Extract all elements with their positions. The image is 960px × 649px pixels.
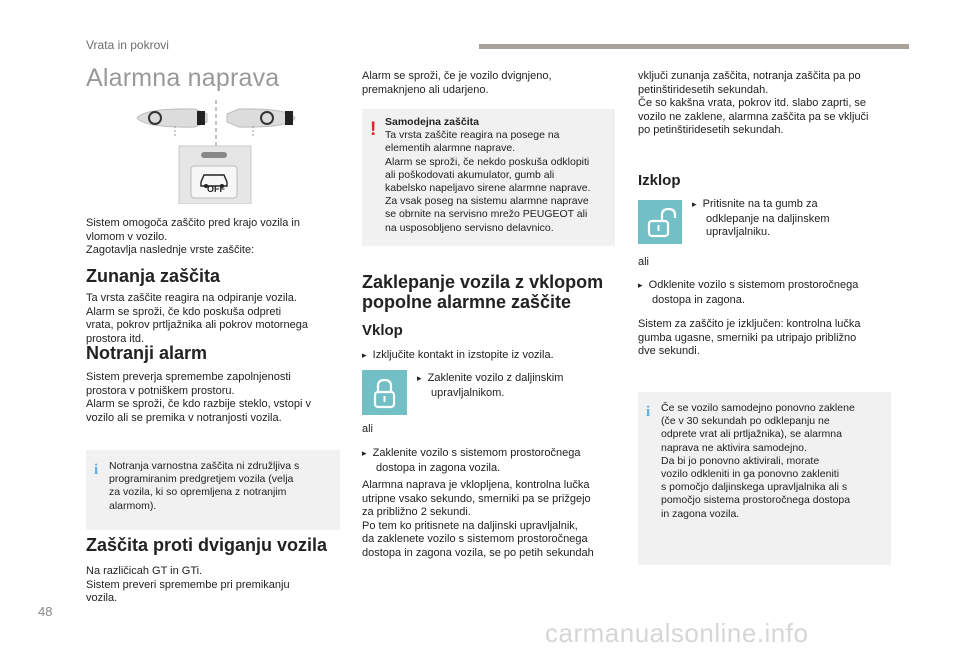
- off-button-label: OFF: [207, 184, 225, 194]
- heading-zunanja: Zunanja zaščita: [86, 266, 221, 286]
- vklop-step-2: ▸ Zaklenite vozilo z daljinskim upravljalnikom.: [417, 372, 564, 399]
- padlock-unlocked-icon: [638, 200, 682, 244]
- dviganje-text: Na različicah GT in GTi. Sistem preveri spremembe pri premikanju vozila.: [86, 565, 290, 605]
- bullet-icon: ▸: [362, 449, 367, 459]
- zunanja-text: Ta vrsta zaščite reagira na odpiranje vozila. Alarm se sproži, če kdo poskuša odpreti vrata, pokrov prtljažnika ali pokrov motornega prostora itd.: [86, 292, 308, 345]
- info-icon: i: [94, 462, 99, 478]
- warning-icon: !: [370, 119, 377, 140]
- ali-label: ali: [638, 256, 650, 268]
- page-title: Alarmna naprava: [86, 64, 280, 92]
- heading-izklop: Izklop: [638, 172, 681, 189]
- vklop-step-1: ▸ Izključite kontakt in izstopite iz vozila.: [362, 349, 554, 361]
- heading-notranji: Notranji alarm: [86, 343, 208, 363]
- izklop-paragraph: Sistem za zaščito je izključen: kontrolna lučka gumba ugasne, smerniki pa utripajo približno dve sekundi.: [638, 318, 861, 358]
- ali-label: ali: [362, 423, 374, 435]
- bullet-icon: ▸: [417, 374, 422, 384]
- heading-vklop: Vklop: [362, 322, 403, 339]
- info-box-zaklene: i Če se vozilo samodejno ponovno zaklene (če v 30 sekundah po odklepanju ne odprete vrat ali prtljažnika), se alarmna naprava ne aktivira samodejno. Da bi jo ponovno aktivirali, morate vozilo odkleniti in ga ponovno zakleniti s pomočjo daljinskega upravljalnika ali s pomočjo sistema prostoročnega dostopa in zagona vozila.: [638, 392, 891, 565]
- bullet-icon: ▸: [362, 351, 367, 361]
- info-icon: i: [646, 404, 651, 420]
- vklop-paragraph: Alarmna naprava je vklopljena, kontrolna lučka utripne vsako sekundo, smerniki pa se prižgejo za približno 2 sekundi. Po tem ko pritisnete na daljinski upravljalnik, da zaklenete vozilo s sistemom prostoročnega dostopa in zagona vozila, se po petih sekundah: [362, 479, 594, 559]
- warning-box-samodejna: ! Samodejna zaščita Ta vrsta zaščite reagira na posege na elementih alarmne naprave. Alarm se sproži, če nekdo poskuša odklopiti ali poškodovati akumulator, gumb ali kabelsko napeljavo sirene alarmne naprave. Za vsak poseg na sistemu alarmne naprave se obrnite na servisno mrežo PEUGEOT ali na usposobljeno servisno delavnico.: [362, 109, 615, 246]
- heading-zaklepanje: Zaklepanje vozila z vklopom popolne alarmne zaščite: [362, 272, 604, 312]
- bullet-icon: ▸: [692, 200, 697, 210]
- lock-key-tile: [362, 370, 407, 415]
- col2-intro: Alarm se sproži, če je vozilo dvignjeno, premaknjeno ali udarjeno.: [362, 70, 552, 96]
- vklop-step-3: ▸ Zaklenite vozilo s sistemom prostoročnega dostopa in zagona vozila.: [362, 447, 581, 474]
- bullet-icon: ▸: [638, 281, 643, 291]
- col3-continued: vključi zunanja zaščita, notranja zaščita pa po petinštiridesetih sekundah. Če so kakšna vrata, pokrov itd. slabo zaprti, se vozilo ne zaklene, alarmna zaščita pa se vključi po petinštiridesetih sekundah.: [638, 70, 869, 137]
- car-illustration: [135, 100, 297, 204]
- section-header: Vrata in pokrovi: [86, 38, 169, 52]
- notranji-text: Sistem preverja spremembe zapolnjenosti prostora v potniškem prostoru. Alarm se sproži, če kdo razbije steklo, vstopi v vozilo ali se premika v notranjosti vozila.: [86, 371, 311, 424]
- izklop-step-1: ▸ Pritisnite na ta gumb za odklepanje na daljinskem upravljalniku.: [692, 198, 830, 239]
- header-rule: [479, 44, 909, 49]
- padlock-locked-icon: [362, 370, 407, 415]
- intro-text: Sistem omogoča zaščito pred krajo vozila in vlomom v vozilo. Zagotavlja naslednje vrste zaščite:: [86, 217, 300, 257]
- unlock-key-tile: [638, 200, 682, 244]
- heading-dviganje: Zaščita proti dviganju vozila: [86, 535, 328, 555]
- info-box-notranja: i Notranja varnostna zaščita ni združljiva s programiranim predgretjem vozila (velja za vozila, ki so opremljena z notranjim alarmom).: [86, 450, 340, 530]
- izklop-step-2: ▸ Odklenite vozilo s sistemom prostoročnega dostopa in zagona.: [638, 279, 859, 306]
- watermark: carmanualsonline.info: [545, 618, 809, 648]
- page-number: 48: [38, 604, 53, 619]
